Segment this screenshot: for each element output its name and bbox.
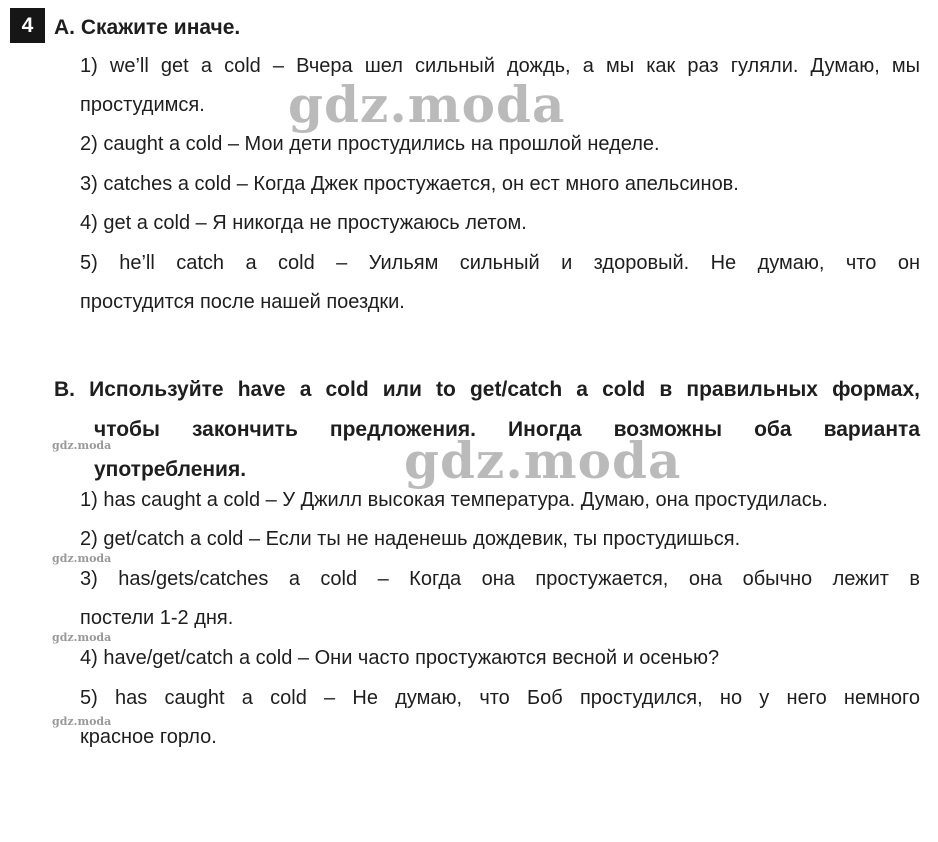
watermark-small: gdz.moda [52,439,112,452]
section-a-heading: A. Скажите иначе. [54,16,241,39]
item-line: 1) we’ll get a cold – Вчера шел сильный дождь, а мы как раз гуляли. Думаю, мы [80,55,920,77]
section-b-item-5 [80,679,920,757]
item-line: постели 1-2 дня. [80,607,234,629]
section-b-item-4: 4) have/get/catch a cold – Они часто простужаются весной и осенью? [80,647,720,669]
section-b-item-2: 2) get/catch a cold – Если ты не наденешь дождевик, ты простудишься. [80,528,741,550]
section-b-item-3 [80,560,920,638]
watermark-large: gdz.moda [288,75,566,134]
item-line: 3) has/gets/catches a cold – Когда она простужается, она обычно лежит в [80,568,920,590]
heading-line: B. Используйте have a cold или to get/catch a cold в правильных формах, [54,378,920,401]
watermark-large: gdz.moda [404,431,682,490]
item-line: красное горло. [80,726,217,748]
watermark-small: gdz.moda [52,715,112,728]
item-line: 5) has caught a cold – Не думаю, что Боб простудился, но у него немного [80,687,920,709]
item-line: простудится после нашей поездки. [80,291,405,313]
item-line: простудимся. [80,94,205,116]
section-a-item-4: 4) get a cold – Я никогда не простужаюсь летом. [80,212,527,234]
heading-line: употребления. [94,458,247,481]
section-a-item-3: 3) catches a cold – Когда Джек простужается, он ест много апельсинов. [80,173,739,195]
section-a-item-5 [80,244,920,322]
section-b-item-1: 1) has caught a cold – У Джилл высокая температура. Думаю, она простудилась. [80,489,828,511]
watermark-small: gdz.moda [52,631,112,644]
exercise-number-badge: 4 [10,8,45,43]
watermark-small: gdz.moda [52,552,112,565]
section-a-item-2: 2) caught a cold – Мои дети простудились на прошлой неделе. [80,133,660,155]
item-line: 5) he’ll catch a cold – Уильям сильный и здоровый. Не думаю, что он [80,252,920,274]
heading-line: чтобы закончить предложения. Иногда возможны оба варианта [94,418,920,441]
